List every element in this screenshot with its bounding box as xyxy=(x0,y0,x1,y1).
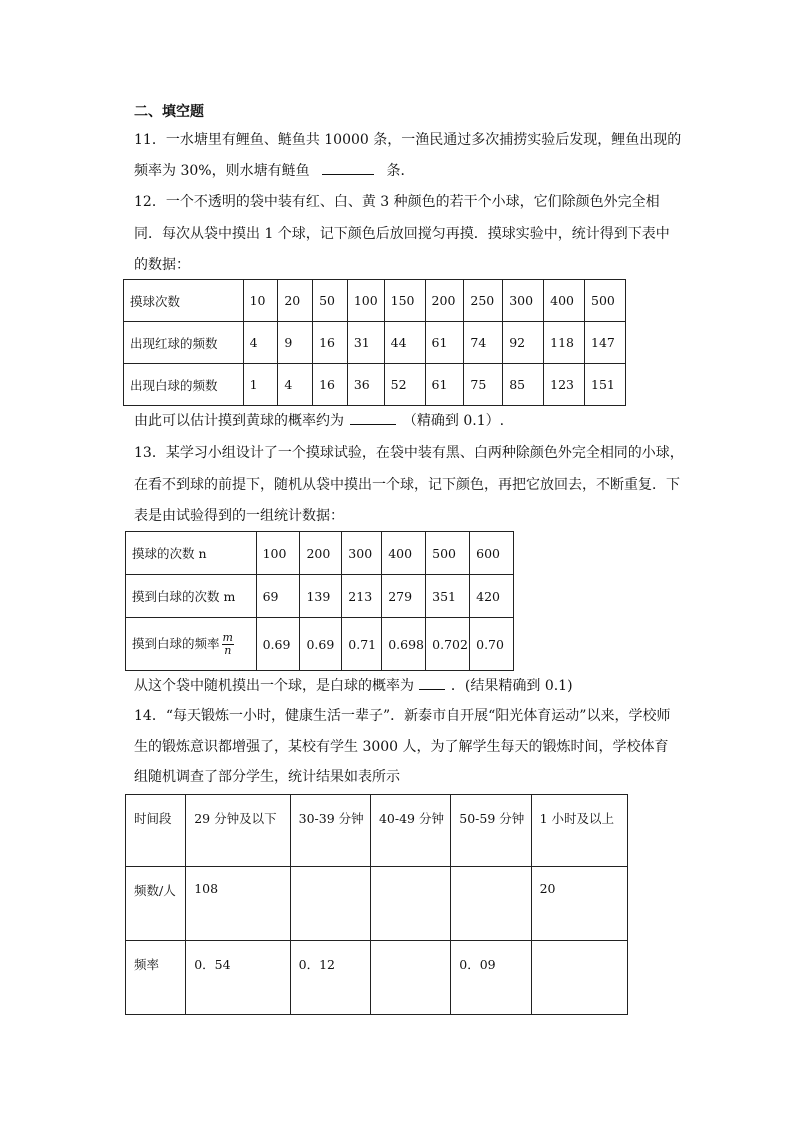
table-cell: 4 xyxy=(278,364,313,406)
table-cell: 4 xyxy=(243,322,278,364)
table-cell xyxy=(451,867,531,941)
table-cell: 123 xyxy=(544,364,585,406)
table-cell: 420 xyxy=(470,575,514,618)
q14-row-frequency-rate xyxy=(126,941,628,1015)
table-cell: 时间段 xyxy=(126,795,186,867)
table-cell: 50 xyxy=(313,280,348,322)
table-cell: 151 xyxy=(585,364,626,406)
q12-row-white xyxy=(124,364,626,406)
fraction-m-over-n xyxy=(222,632,234,657)
table-cell: 200 xyxy=(300,532,342,575)
table-cell: 9 xyxy=(278,322,313,364)
table-cell: 351 xyxy=(426,575,470,618)
table-cell: 摸球的次数 n xyxy=(126,532,257,575)
table-cell: 100 xyxy=(347,280,384,322)
q12-line-3: 的数据： xyxy=(134,257,190,273)
q12-table xyxy=(123,279,626,406)
table-cell: 0.698 xyxy=(382,618,426,671)
table-cell: 85 xyxy=(503,364,544,406)
table-cell xyxy=(370,867,450,941)
q11-line-1: 11．一水塘里有鲤鱼、鲢鱼共 10000 条，一渔民通过多次捕捞实验后发现，鲤鱼出现的 xyxy=(134,132,682,148)
table-cell: 0．12 xyxy=(290,941,370,1015)
table-cell: 0.69 xyxy=(256,618,300,671)
q14-line-2: 生的锻炼意识都增强了，某校有学生 3000 人，为了解学生每天的锻炼时间，学校体育 xyxy=(134,739,669,755)
table-cell: 74 xyxy=(464,322,503,364)
table-cell: 29 分钟及以下 xyxy=(186,795,290,867)
table-cell: 16 xyxy=(313,364,348,406)
q13-answer-blank[interactable] xyxy=(419,675,445,690)
table-cell: 1 小时及以上 xyxy=(531,795,627,867)
q13-row-trials xyxy=(126,532,514,575)
table-cell: 1 xyxy=(243,364,278,406)
q12-after-table xyxy=(134,410,504,431)
table-cell: 213 xyxy=(342,575,382,618)
fraction-denominator: n xyxy=(224,643,232,657)
table-cell xyxy=(126,618,257,671)
section-title: 二、填空题 xyxy=(134,104,204,120)
table-cell: 10 xyxy=(243,280,278,322)
table-cell: 52 xyxy=(384,364,425,406)
q14-row-frequency-count xyxy=(126,867,628,941)
q14-line-1: 14．“每天锻炼一小时，健康生活一辈子”．新泰市自开展“阳光体育运动”以来，学校师 xyxy=(134,708,671,724)
q12-line-1: 12．一个不透明的袋中装有红、白、黄 3 种颜色的若干个小球，它们除颜色外完全相 xyxy=(134,194,660,210)
table-cell: 250 xyxy=(464,280,503,322)
table-cell: 147 xyxy=(585,322,626,364)
table-cell xyxy=(290,867,370,941)
q13-frequency-label: 摸到白球的频率 xyxy=(132,635,220,651)
table-cell: 600 xyxy=(470,532,514,575)
q13-text-before-blank: 从这个袋中随机摸出一个球，是白球的概率为 xyxy=(134,678,414,694)
q11-text-before-blank: 频率为 30%，则水塘有鲢鱼 xyxy=(134,163,310,179)
fraction-numerator: m xyxy=(222,630,233,644)
q13-table xyxy=(125,531,514,671)
q13-text-after-blank: ．(结果精确到 0.1) xyxy=(450,678,573,694)
q14-table xyxy=(125,794,628,1015)
table-cell: 摸到白球的次数 m xyxy=(126,575,257,618)
table-cell: 200 xyxy=(425,280,464,322)
table-cell: 0.71 xyxy=(342,618,382,671)
table-cell: 300 xyxy=(503,280,544,322)
table-cell: 279 xyxy=(382,575,426,618)
table-cell: 300 xyxy=(342,532,382,575)
table-cell: 20 xyxy=(278,280,313,322)
table-cell: 61 xyxy=(425,322,464,364)
table-cell: 出现白球的频数 xyxy=(124,364,244,406)
table-cell: 0.69 xyxy=(300,618,342,671)
table-cell xyxy=(370,941,450,1015)
table-cell: 36 xyxy=(347,364,384,406)
table-cell: 44 xyxy=(384,322,425,364)
q14-row-header xyxy=(126,795,628,867)
table-cell: 摸球次数 xyxy=(124,280,244,322)
table-cell: 0．09 xyxy=(451,941,531,1015)
q12-row-trials xyxy=(124,280,626,322)
q12-row-red xyxy=(124,322,626,364)
q13-row-white-count xyxy=(126,575,514,618)
table-cell: 30-39 分钟 xyxy=(290,795,370,867)
q13-line-2: 在看不到球的前提下，随机从袋中摸出一个球，记下颜色，再把它放回去，不断重复．下 xyxy=(134,477,680,493)
table-cell: 92 xyxy=(503,322,544,364)
table-cell: 139 xyxy=(300,575,342,618)
q11-line-2 xyxy=(134,160,414,181)
table-cell: 31 xyxy=(347,322,384,364)
q11-text-after-blank: 条． xyxy=(386,163,415,179)
q13-line-3: 表是由试验得到的一组统计数据： xyxy=(134,508,344,524)
q11-answer-blank[interactable] xyxy=(322,160,374,175)
table-cell: 108 xyxy=(186,867,290,941)
q12-text-before-blank: 由此可以估计摸到黄球的概率约为 xyxy=(134,413,344,429)
table-cell: 500 xyxy=(426,532,470,575)
table-cell xyxy=(531,941,627,1015)
q14-line-3: 组随机调查了部分学生，统计结果如表所示 xyxy=(134,769,400,785)
table-cell: 400 xyxy=(544,280,585,322)
q12-answer-blank[interactable] xyxy=(350,410,396,425)
table-cell: 75 xyxy=(464,364,503,406)
table-cell: 40-49 分钟 xyxy=(370,795,450,867)
table-cell: 150 xyxy=(384,280,425,322)
table-cell: 0．54 xyxy=(186,941,290,1015)
table-cell: 20 xyxy=(531,867,627,941)
q13-after-table xyxy=(134,675,573,696)
table-cell: 频率 xyxy=(126,941,186,1015)
table-cell: 16 xyxy=(313,322,348,364)
table-cell: 0.70 xyxy=(470,618,514,671)
table-cell: 出现红球的频数 xyxy=(124,322,244,364)
table-cell: 50-59 分钟 xyxy=(451,795,531,867)
table-cell: 频数/人 xyxy=(126,867,186,941)
q13-row-frequency xyxy=(126,618,514,671)
table-cell: 69 xyxy=(256,575,300,618)
table-cell: 0.702 xyxy=(426,618,470,671)
table-cell: 61 xyxy=(425,364,464,406)
table-cell: 400 xyxy=(382,532,426,575)
q13-line-1: 13．某学习小组设计了一个摸球试验，在袋中装有黑、白两种除颜色外完全相同的小球， xyxy=(134,445,684,461)
table-cell: 100 xyxy=(256,532,300,575)
q12-line-2: 同．每次从袋中摸出 1 个球，记下颜色后放回搅匀再摸．摸球实验中，统计得到下表中 xyxy=(134,226,670,242)
table-cell: 118 xyxy=(544,322,585,364)
table-cell: 500 xyxy=(585,280,626,322)
q12-text-after-blank: （精确到 0.1）. xyxy=(402,413,505,429)
